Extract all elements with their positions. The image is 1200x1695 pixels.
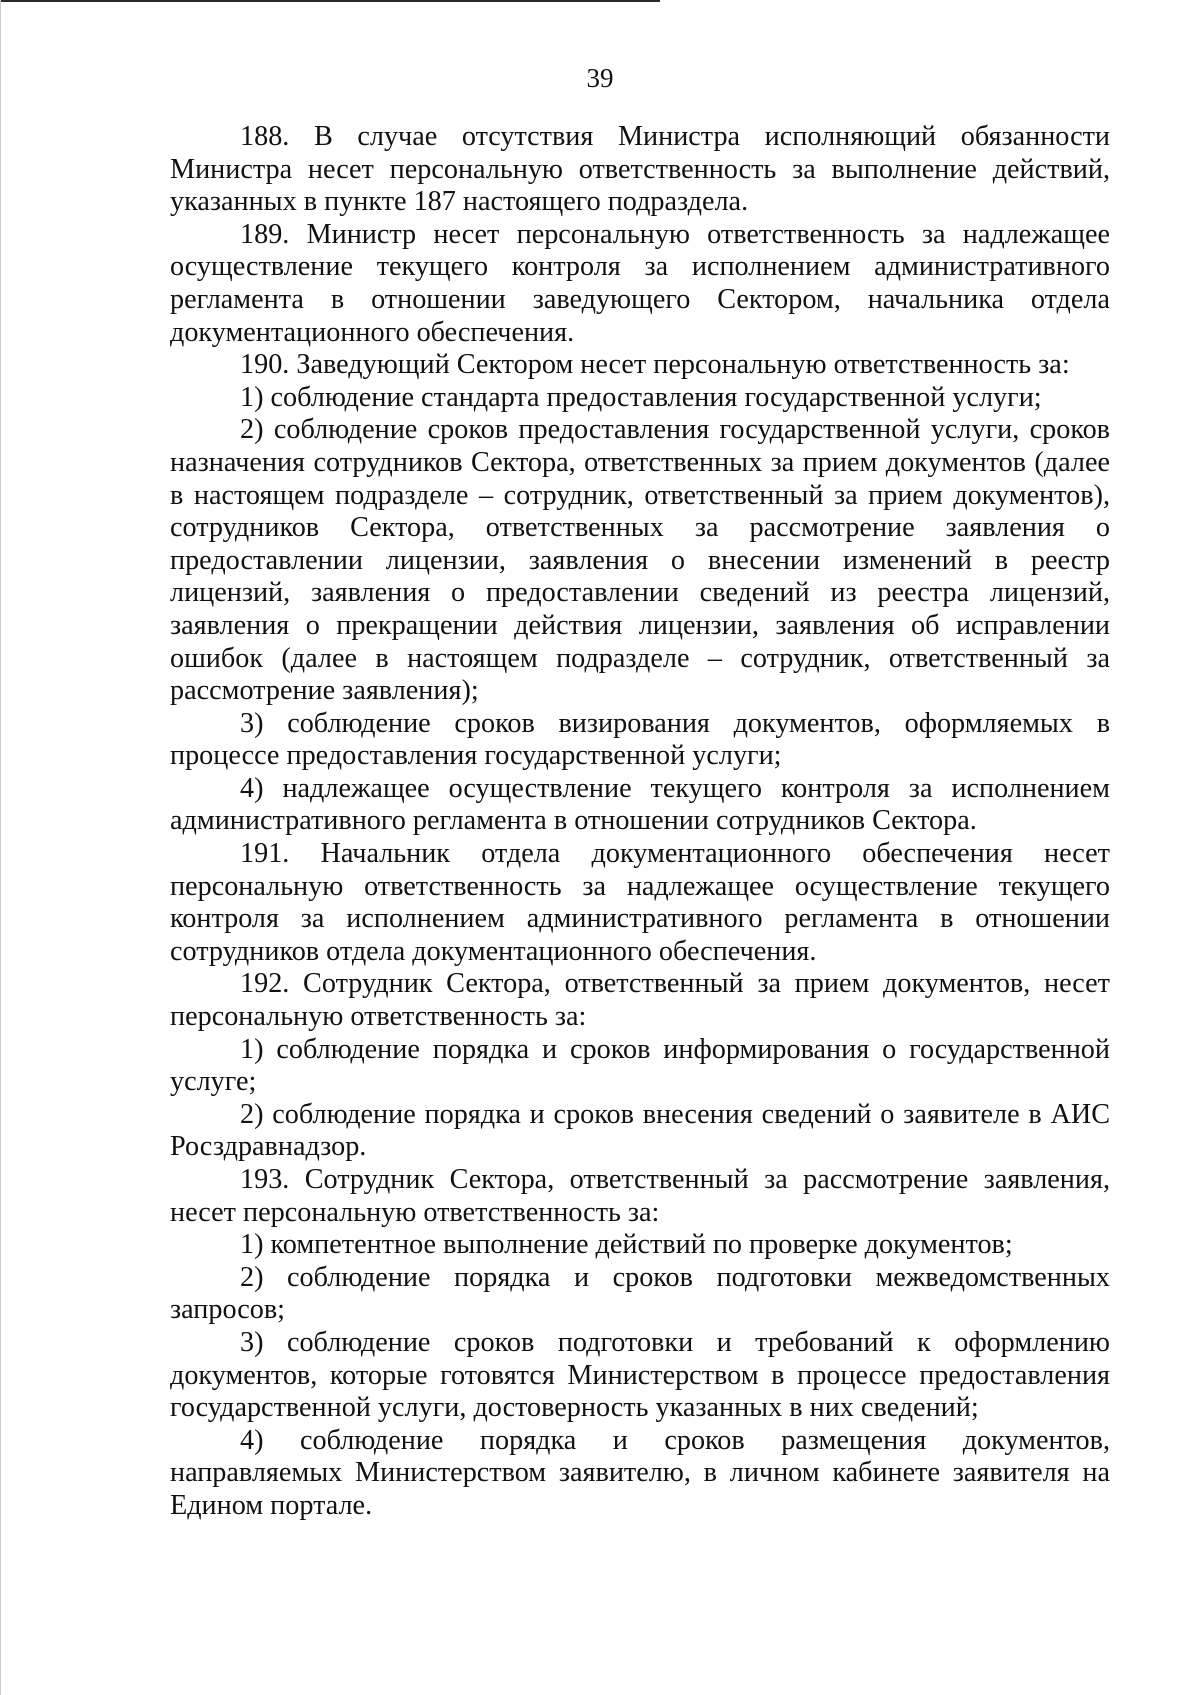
scan-top-border — [0, 0, 660, 2]
paragraph-193: 193. Сотрудник Сектора, ответственный за рассмотрение заявления, несет персональную ответственность за: — [170, 1164, 1110, 1228]
paragraph-190-item-4: 4) надлежащее осуществление текущего контроля за исполнением административного регламента в отношении сотрудников Сектора. — [170, 772, 1110, 837]
paragraph-191: 191. Начальник отдела документационного обеспечения несет персональную ответственность за надлежащее осуществление текущего контроля за исполнением административного регламента в отношении сотрудников отдела документационного обеспечения. — [170, 838, 1110, 967]
paragraph-188: 188. В случае отсутствия Министра исполняющий обязанности Министра несет персональную ответственность за выполнение действий, указанных в пункте 187 настоящего подраздела. — [170, 121, 1110, 218]
paragraph-193-item-3: 3) соблюдение сроков подготовки и требований к оформлению документов, которые готовятся Министерством в процессе предоставления государственной услуги, достоверность указанных в них сведений; — [170, 1326, 1110, 1424]
paragraph-190: 190. Заведующий Сектором несет персональную ответственность за: — [240, 349, 1070, 381]
document-body — [170, 121, 1110, 1523]
paragraph-190-item-3: 3) соблюдение сроков визирования документов, оформляемых в процессе предоставления государственной услуги; — [170, 707, 1110, 772]
page-number: 39 — [586, 63, 614, 93]
paragraph-190-item-2: 2) соблюдение сроков предоставления государственной услуги, сроков назначения сотрудников Сектора, ответственных за прием документов (далее в настоящем подразделе – сотрудник, ответственный за прием документов), сотрудников Сектора, ответственных за рассмотрение заявления о предоставлении лицензии, заявления о внесении изменений в реестр лицензий, заявления о предоставлении сведений из реестра лицензий, заявления о прекращении действия лицензии, заявления об исправлении ошибок (далее в настоящем подразделе – сотрудник, ответственный за рассмотрение заявления); — [170, 414, 1110, 707]
paragraph-192-item-1: 1) соблюдение порядка и сроков информирования о государственной услуге; — [170, 1033, 1110, 1098]
scan-left-edge — [0, 0, 1, 1695]
paragraph-193-item-2: 2) соблюдение порядка и сроков подготовки межведомственных запросов; — [170, 1261, 1110, 1326]
paragraph-193-item-1: 1) компетентное выполнение действий по проверке документов; — [240, 1229, 1013, 1261]
paragraph-192: 192. Сотрудник Сектора, ответственный за прием документов, несет персональную ответственность за: — [170, 968, 1110, 1033]
paragraph-192-item-2: 2) соблюдение порядка и сроков внесения сведений о заявителе в АИС Росздравнадзор. — [170, 1098, 1110, 1163]
paragraph-193-item-4: 4) соблюдение порядка и сроков размещения документов, направляемых Министерством заявителю, в личном кабинете заявителя на Едином портале. — [170, 1424, 1110, 1521]
paragraph-189: 189. Министр несет персональную ответственность за надлежащее осуществление текущего контроля за исполнением административного регламента в отношении заведующего Сектором, начальника отдела документационного обеспечения. — [170, 218, 1110, 348]
paragraph-190-item-1: 1) соблюдение стандарта предоставления государственной услуги; — [240, 381, 1042, 413]
